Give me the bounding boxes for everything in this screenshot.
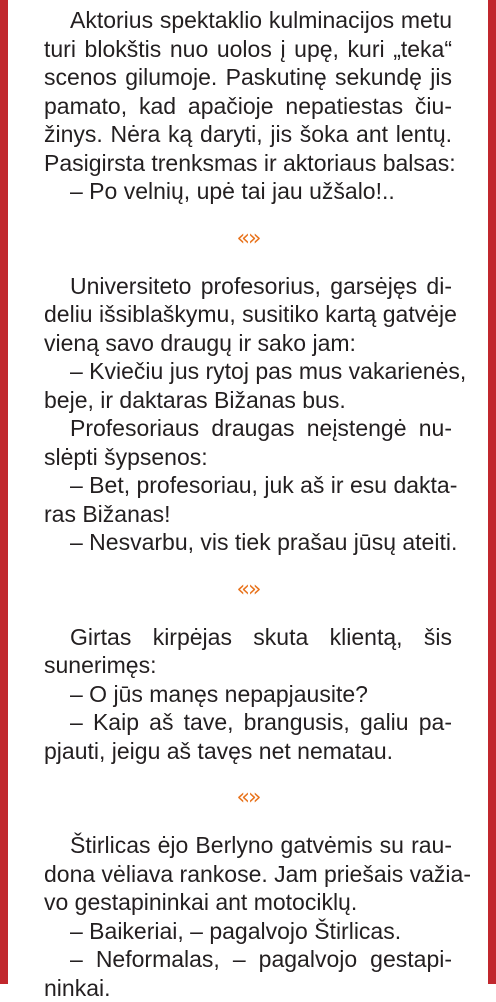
joke-line: – Nesvarbu, vis tiek prašau jūsų ateiti.: [44, 528, 452, 557]
joke-line: pjauti, jeigu aš tavęs net nematau.: [44, 737, 452, 766]
joke-line: – Bet, profesoriau, juk aš ir esu dakta-: [44, 471, 452, 500]
joke-line: turi blokštis nuo uolos į upę, kuri „teka“: [44, 35, 452, 64]
joke-3: [44, 623, 452, 766]
joke-line: Štirlicas ėjo Berlyno gatvėmis su rau-: [44, 831, 452, 860]
right-border: [488, 0, 496, 984]
joke-line: – Neformalas, – pagalvojo gestapi-: [44, 945, 452, 974]
joke-line: vieną savo draugų ir sako jam:: [44, 329, 452, 358]
left-border: [0, 0, 8, 984]
joke-line: sunerimęs:: [44, 651, 452, 680]
joke-line: dona vėliava rankose. Jam priešais važia-: [44, 860, 452, 889]
joke-line: scenos gilumoje. Paskutinę sekundę jis: [44, 63, 452, 92]
joke-line: Girtas kirpėjas skuta klientą, šis: [44, 623, 452, 652]
jokes-column: [44, 6, 452, 1002]
joke-line: – Kaip aš tave, brangusis, galiu pa-: [44, 708, 452, 737]
separator-ornament: [44, 206, 452, 272]
joke-line: Aktorius spektaklio kulminacijos metu: [44, 6, 452, 35]
joke-line: beje, ir daktaras Bižanas bus.: [44, 386, 452, 415]
joke-line: ras Bižanas!: [44, 500, 452, 529]
joke-2: [44, 272, 452, 557]
joke-line: slėpti šypsenos:: [44, 443, 452, 472]
joke-line: Universiteto profesorius, garsėjęs di-: [44, 272, 452, 301]
separator-ornament: [44, 765, 452, 831]
joke-line: pamato, kad apačioje nepatiestas čiu-: [44, 92, 452, 121]
joke-line: – Kviečiu jus rytoj pas mus vakarienės,: [44, 357, 452, 386]
guillemet-ornament-icon: «»: [237, 787, 260, 809]
joke-line: – Po velnių, upė tai jau užšalo!..: [44, 177, 452, 206]
joke-4: [44, 831, 452, 1002]
joke-1: [44, 6, 452, 206]
guillemet-ornament-icon: «»: [237, 579, 260, 601]
joke-line: – Baikeriai, – pagalvojo Štirlicas.: [44, 917, 452, 946]
joke-line: vo gestapininkai ant motociklų.: [44, 888, 452, 917]
guillemet-ornament-icon: «»: [237, 228, 260, 250]
joke-line: Pasigirsta trenksmas ir aktoriaus balsas:: [44, 149, 452, 178]
joke-line: – O jūs manęs nepapjausite?: [44, 680, 452, 709]
joke-line: deliu išsiblaškymu, susitiko kartą gatvėje: [44, 300, 452, 329]
joke-line: žinys. Nėra ką daryti, jis šoka ant lentų.: [44, 120, 452, 149]
separator-ornament: [44, 557, 452, 623]
joke-line: ninkai.: [44, 974, 452, 1002]
joke-line: Profesoriaus draugas neįstengė nu-: [44, 414, 452, 443]
